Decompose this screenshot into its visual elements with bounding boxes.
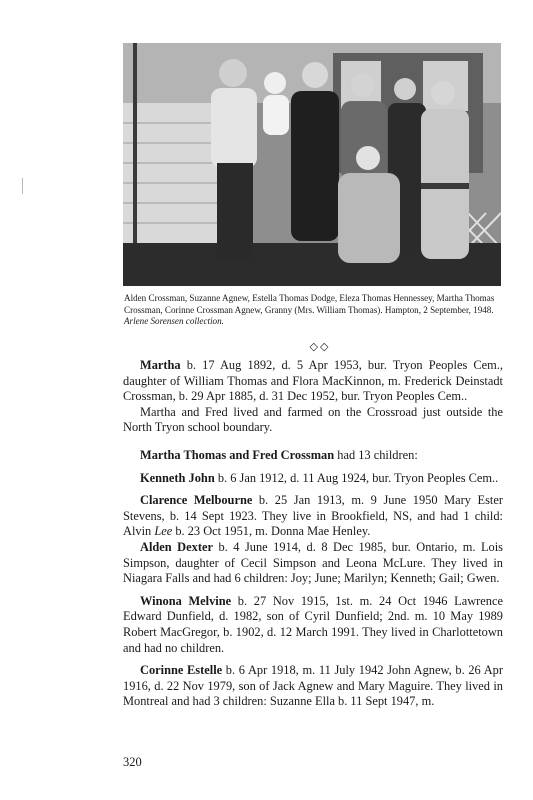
- entry-text: b. 25 Jan 1913, m. 9 June 1950 Mary Ester Stevens, b. 14 Sept 1923. They live in Brookfield, NS, and had 1 child: Alvin: [123, 493, 503, 539]
- entry-text: b. 6 Jan 1912, d. 11 Aug 1924, bur. Tryon Peoples Cem..: [214, 470, 499, 485]
- entry-name: Winona Melvine: [140, 593, 232, 608]
- paragraph-martha: [123, 358, 503, 405]
- page-number: 320: [123, 755, 142, 769]
- paragraph-winona: [123, 594, 503, 656]
- caption-text: Alden Crossman, Suzanne Agnew, Estella Thomas Dodge, Eleza Thomas Hennessey, Martha Thomas Crossman, Corinne Crossman Agnew, Granny (Mrs. William Thomas). Hampton, 2 September, 1948.: [124, 293, 495, 315]
- entry-text: b. 4 June 1914, d. 8 Dec 1985, bur. Ontario, m. Lois Simpson, daughter of Cecil Simpson and Leona McLure. They lived in Niagara Falls and had 6 children: Joy; June; Marilyn; Kenneth; Gail; Gwen.: [123, 539, 503, 586]
- entry-name: Clarence Melbourne: [140, 493, 253, 508]
- entry-text: b. 6 Apr 1918, m. 11 July 1942 John Agnew, b. 26 Apr 1916, d. 22 Nov 1979, son of Jack Agnew and Mary Maguire. They lived in Montreal and had 3 children: Suzanne Ella b. 11 Sept 1947, m.: [123, 663, 503, 709]
- entry-name: Martha: [140, 358, 181, 372]
- photo-caption: [124, 293, 502, 328]
- paragraph-children-heading: [123, 448, 503, 464]
- paragraph-clarence: [123, 493, 503, 540]
- caption-credit: Arlene Sorensen collection.: [124, 316, 224, 326]
- paragraph-kenneth: [123, 471, 503, 487]
- paragraph-farm: [123, 405, 503, 436]
- entry-name: Alden Dexter: [140, 539, 213, 554]
- entry-text: Martha and Fred lived and farmed on the Crossroad just outside the North Tryon school boundary.: [123, 404, 503, 435]
- photo-illustration: [123, 43, 501, 286]
- genealogy-text: [123, 358, 503, 710]
- paragraph-corinne: [123, 663, 503, 710]
- section-divider: ◇◇: [309, 341, 331, 353]
- entry-italic: Lee: [154, 524, 173, 539]
- entry-text: b. 23 Oct 1951, m. Donna Mae Henley.: [172, 524, 371, 539]
- entry-name: Martha Thomas and Fred Crossman: [140, 447, 335, 462]
- margin-mark: [22, 178, 23, 194]
- entry-name: Corinne Estelle: [140, 663, 223, 678]
- paragraph-alden: [123, 540, 503, 587]
- entry-text: b. 17 Aug 1892, d. 5 Apr 1953, bur. Tryon Peoples Cem., daughter of William Thomas and Flora MacKinnon, m. Frederick Deinstadt Crossman, b. 29 Apr 1885, d. 31 Dec 1952, bur. Tryon Peoples Cem..: [123, 358, 503, 404]
- entry-name: Kenneth John: [140, 470, 215, 485]
- entry-text: had 13 children:: [334, 447, 418, 462]
- family-photo: [123, 43, 501, 286]
- entry-text: b. 27 Nov 1915, 1st. m. 24 Oct 1946 Lawrence Edward Dunfield, d. 1982, son of Cyril Dunfield; 2nd. m. 10 May 1989 Robert MacGregor, b. 1902, d. 12 March 1991. They lived in Charlottetown and had no children.: [123, 593, 503, 655]
